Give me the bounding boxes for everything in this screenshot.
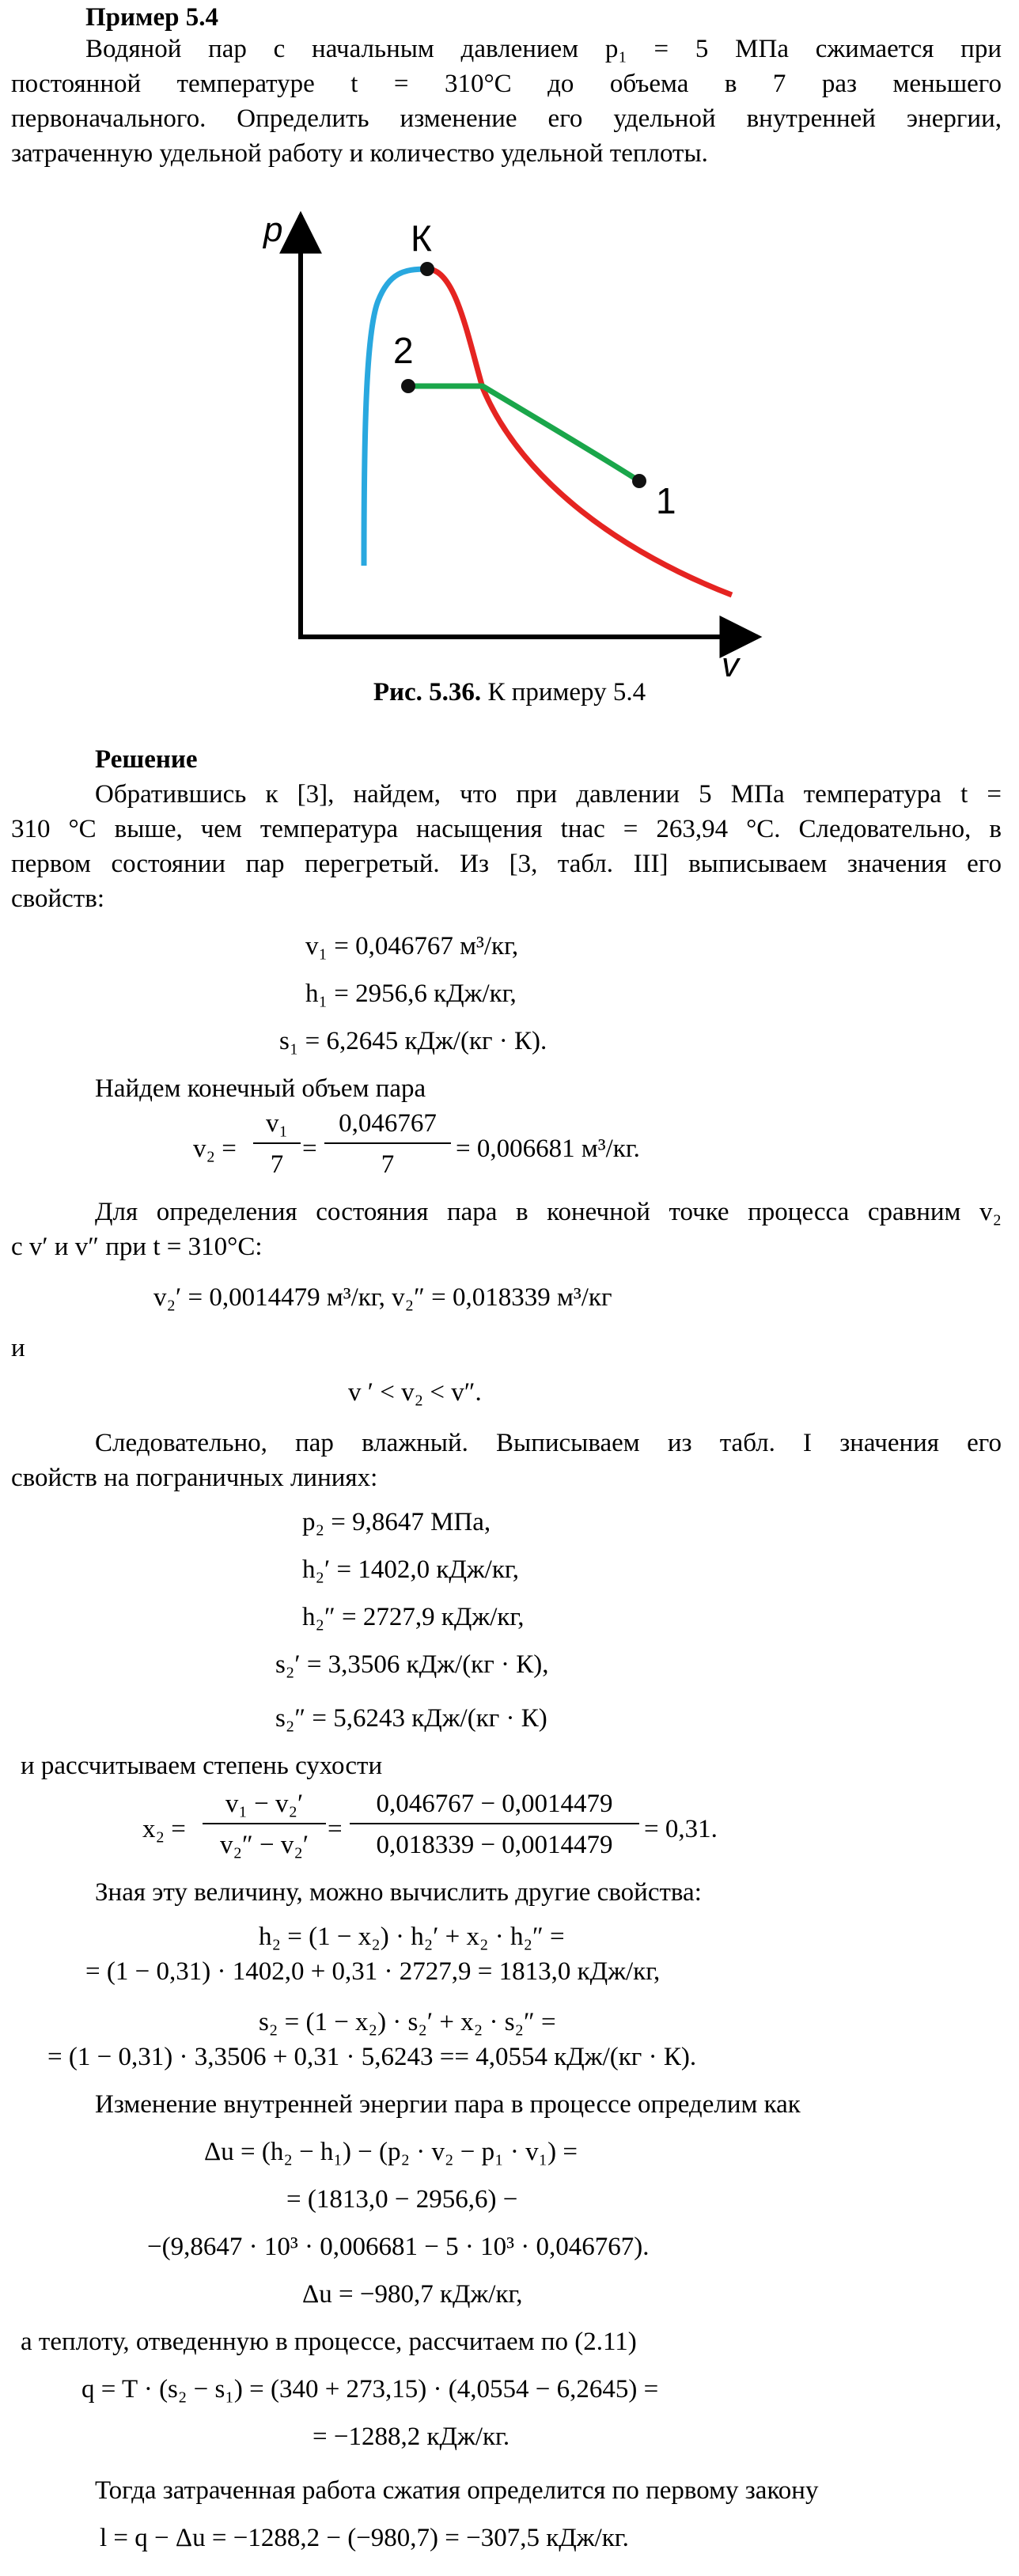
v-axis-label: v bbox=[722, 646, 739, 684]
eq-x2-rhs: = 0,31. bbox=[644, 1815, 718, 1843]
solution-title: Решение bbox=[95, 745, 198, 774]
wet-line-1: Следовательно, пар влажный. Выписываем из табл. I значения его bbox=[95, 1429, 1002, 1457]
eq-v2-lhs: v₂ = bbox=[193, 1135, 237, 1163]
solution-line-3: первом состоянии пар перегретый. Из [3, табл. III] выписываем значения его bbox=[11, 850, 1002, 878]
right-boundary-curve bbox=[427, 269, 732, 595]
eq-v2-f2-bar bbox=[324, 1142, 451, 1144]
dryness-intro: и рассчитываем степень сухости bbox=[21, 1752, 383, 1780]
eq-h2-line-2: = (1 − 0,31) · 1402,0 + 0,31 · 2727,9 = 1813,0 кДж/кг, bbox=[85, 1957, 661, 1986]
process-line bbox=[408, 386, 639, 481]
solution-line-2: 310 °C выше, чем температура насыщения tнас = 263,94 °C. Следовательно, в bbox=[11, 815, 1002, 843]
eq-du-result: Δu = −980,7 кДж/кг, bbox=[302, 2280, 523, 2309]
eq-x2-lhs: x₂ = bbox=[142, 1815, 186, 1843]
point-1-label: 1 bbox=[656, 480, 676, 521]
problem-line-1: Водяной пар с начальным давлением p₁ = 5 МПа сжимается при bbox=[85, 35, 1002, 63]
eq-du-line-1: Δu = (h₂ − h₁) − (p₂ · v₂ − p₁ · v₁) = bbox=[204, 2138, 578, 2166]
pv-diagram bbox=[0, 0, 1019, 712]
eq-q-line-2: = −1288,2 кДж/кг. bbox=[313, 2423, 510, 2451]
problem-line-4: затраченную удельной работу и количество удельной теплоты. bbox=[11, 139, 708, 168]
eq-q-line-1: q = T · (s₂ − s₁) = (340 + 273,15) · (4,0554 − 6,2645) = bbox=[81, 2375, 659, 2404]
eq-x2-f1-num: v₁ − v₂′ bbox=[225, 1790, 304, 1818]
eq-du-line-3: −(9,8647 · 10³ · 0,006681 − 5 · 10³ · 0,046767). bbox=[147, 2233, 650, 2261]
solution-line-1: Обратившись к [3], найдем, что при давлении 5 МПа температура t = bbox=[95, 780, 1002, 809]
eq-s2-line-1: s₂ = (1 − x₂) · s₂′ + x₂ · s₂″ = bbox=[259, 2008, 556, 2036]
compare-line-2: с v′ и v″ при t = 310°C: bbox=[11, 1233, 263, 1261]
wet-line-2: свойств на пограничных линиях: bbox=[11, 1464, 378, 1492]
figure-caption bbox=[0, 676, 1019, 708]
other-props-text: Зная эту величину, можно вычислить другие свойства: bbox=[95, 1878, 702, 1907]
eq-du-line-2: = (1813,0 − 2956,6) − bbox=[286, 2185, 518, 2214]
p-axis-label: p bbox=[263, 210, 283, 249]
eq-work: l = q − Δu = −1288,2 − (−980,7) = −307,5 кДж/кг. bbox=[100, 2524, 629, 2552]
eq-x2-f2-bar bbox=[350, 1823, 639, 1824]
eq-v2-eq1: = bbox=[302, 1135, 317, 1163]
eq-s2-prime: s₂′ = 3,3506 кДж/(кг · К), bbox=[275, 1650, 549, 1679]
eq-v2-f2-den: 7 bbox=[381, 1150, 395, 1179]
example-heading: Пример 5.4 bbox=[85, 3, 219, 32]
eq-s1: s₁ = 6,2645 кДж/(кг · К). bbox=[279, 1027, 547, 1055]
left-boundary-curve bbox=[364, 269, 427, 566]
problem-line-3: первоначального. Определить изменение его удельной внутренней энергии, bbox=[11, 104, 1002, 133]
find-v2-text: Найдем конечный объем пара bbox=[95, 1074, 426, 1103]
figure-caption-text: К примеру 5.4 bbox=[481, 678, 646, 707]
eq-v1: v₁ = 0,046767 м³/кг, bbox=[305, 932, 519, 960]
eq-x2-f1-den: v₂″ − v₂′ bbox=[219, 1831, 309, 1859]
point-2-label: 2 bbox=[393, 330, 414, 371]
problem-line-2: постоянной температуре t = 310°C до объема в 7 раз меньшего bbox=[11, 70, 1002, 98]
eq-v2-f1-num: v₁ bbox=[265, 1109, 288, 1138]
q-intro: а теплоту, отведенную в процессе, рассчитаем по (2.11) bbox=[21, 2328, 637, 2356]
figure-caption-number: Рис. 5.36. bbox=[373, 678, 482, 707]
point-k-label: К bbox=[411, 218, 432, 259]
eq-v2-f2-num: 0,046767 bbox=[339, 1109, 437, 1138]
eq-s2-dprime: s₂″ = 5,6243 кДж/(кг · К) bbox=[275, 1704, 547, 1733]
eq-x2-eq1: = bbox=[328, 1815, 343, 1843]
eq-v2-f1-bar bbox=[253, 1142, 301, 1144]
and-word: и bbox=[11, 1334, 25, 1362]
point-2-marker bbox=[401, 379, 415, 393]
eq-h2-line-1: h₂ = (1 − x₂) · h₂′ + x₂ · h₂″ = bbox=[259, 1923, 565, 1951]
eq-p2: p₂ = 9,8647 МПа, bbox=[302, 1508, 491, 1536]
solution-line-4: свойств: bbox=[11, 885, 104, 913]
eq-x2-f2-den: 0,018339 − 0,0014479 bbox=[376, 1831, 613, 1859]
point-1-marker bbox=[632, 474, 646, 488]
critical-point-k bbox=[420, 262, 434, 276]
inequality: v ′ < v₂ < v″. bbox=[348, 1378, 482, 1407]
eq-x2-f1-bar bbox=[203, 1823, 326, 1824]
work-intro: Тогда затраченная работа сжатия определится по первому закону bbox=[95, 2476, 819, 2505]
eq-v2-rhs: = 0,006681 м³/кг. bbox=[456, 1135, 640, 1163]
compare-line-1: Для определения состояния пара в конечной точке процесса сравним v₂ bbox=[95, 1198, 1002, 1226]
eq-h2-dprime: h₂″ = 2727,9 кДж/кг, bbox=[302, 1603, 525, 1631]
eq-h1: h₁ = 2956,6 кДж/кг, bbox=[305, 979, 517, 1008]
eq-h2-prime: h₂′ = 1402,0 кДж/кг, bbox=[302, 1555, 519, 1584]
eq-v2-f1-den: 7 bbox=[270, 1150, 284, 1179]
du-intro: Изменение внутренней энергии пара в процессе определим как bbox=[95, 2090, 801, 2119]
eq-v-prime: v₂′ = 0,0014479 м³/кг, v₂″ = 0,018339 м³/кг bbox=[153, 1283, 612, 1312]
eq-s2-line-2: = (1 − 0,31) · 3,3506 + 0,31 · 5,6243 == 4,0554 кДж/(кг · К). bbox=[47, 2043, 697, 2071]
eq-x2-f2-num: 0,046767 − 0,0014479 bbox=[376, 1790, 613, 1818]
